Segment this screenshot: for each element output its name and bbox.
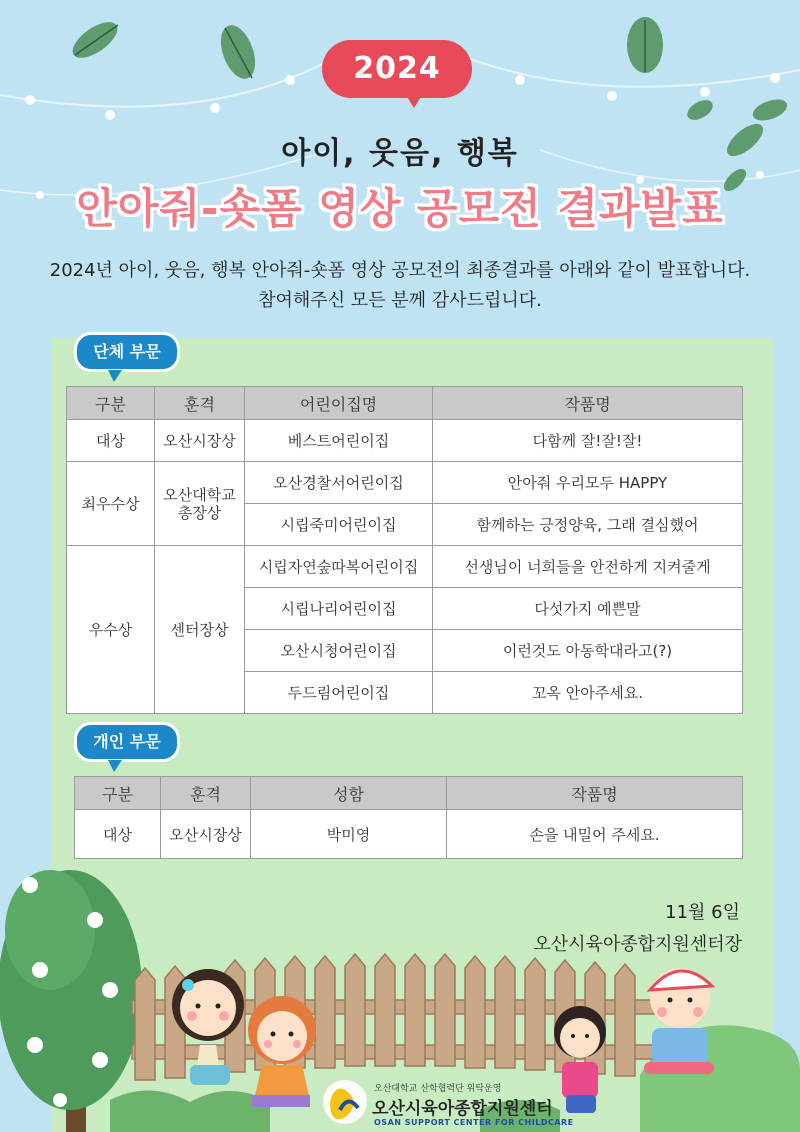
individual-section-tag: 개인 부문 xyxy=(74,722,180,762)
logo-subtitle: 오산대학교 산학협력단 위탁운영 xyxy=(374,1084,502,1094)
center-cell: 두드림어린이집 xyxy=(245,672,433,714)
header-name: 성함 xyxy=(251,777,447,810)
work-cell: 함께하는 긍정양육, 그래 결심했어 xyxy=(433,504,743,546)
badge-tail xyxy=(404,92,424,108)
year-badge: 2024 xyxy=(322,40,472,98)
center-cell: 오산경찰서어린이집 xyxy=(245,462,433,504)
category-cell: 대상 xyxy=(75,810,161,859)
intro-text xyxy=(0,256,800,316)
child-boy-icon xyxy=(248,996,316,1107)
name-cell: 박미영 xyxy=(251,810,447,859)
header-work: 작품명 xyxy=(433,387,743,420)
subtitle: 아이, 웃음, 행복 xyxy=(281,136,519,171)
group-section-tag: 단체 부문 xyxy=(74,332,180,372)
individual-tag-tail xyxy=(108,760,122,772)
work-cell: 선생님이 너희들을 안전하게 지켜줄게 xyxy=(433,546,743,588)
logo-name: 오산시육아종합지원센터 xyxy=(372,1099,553,1119)
table-header-row xyxy=(67,387,743,420)
work-cell: 안아줘 우리모두 HAPPY xyxy=(433,462,743,504)
work-cell: 다함께 잘!잘!잘! xyxy=(433,420,743,462)
award-cell: 오산시장상 xyxy=(155,420,245,462)
logo-english-name: OSAN SUPPORT CENTER FOR CHILDCARE xyxy=(374,1118,574,1127)
header-work: 작품명 xyxy=(447,777,743,810)
intro-line-1: 2024년 아이, 웃음, 행복 안아줘-숏폼 영상 공모전의 최종결과를 아래와 같이 발표합니다. xyxy=(49,260,751,281)
group-results-table xyxy=(66,386,743,714)
header-award: 훈격 xyxy=(161,777,251,810)
award-cell: 센터장상 xyxy=(155,546,245,714)
category-cell: 대상 xyxy=(67,420,155,462)
header-category: 구분 xyxy=(75,777,161,810)
header-award: 훈격 xyxy=(155,387,245,420)
work-cell: 꼬옥 안아주세요. xyxy=(433,672,743,714)
category-cell: 우수상 xyxy=(67,546,155,714)
group-tag-tail xyxy=(108,370,122,382)
award-cell: 오산대학교 총장상 xyxy=(155,462,245,546)
work-cell: 다섯가지 예쁜말 xyxy=(433,588,743,630)
center-cell: 베스트어린이집 xyxy=(245,420,433,462)
header-center: 어린이집명 xyxy=(245,387,433,420)
center-logo-icon xyxy=(323,1080,367,1124)
tree-icon xyxy=(0,870,142,1132)
child-cap-icon xyxy=(644,968,714,1074)
category-cell: 최우수상 xyxy=(67,462,155,546)
award-cell: 오산시장상 xyxy=(161,810,251,859)
header-category: 구분 xyxy=(67,387,155,420)
announcement-date: 11월 6일 xyxy=(665,902,740,923)
table-row xyxy=(67,420,743,462)
table-row xyxy=(67,462,743,504)
page-title: 안아줘-숏폼 영상 공모전 결과발표 xyxy=(76,184,724,233)
intro-line-2: 참여해주신 모든 분께 감사드립니다. xyxy=(258,290,542,311)
center-cell: 시립나리어린이집 xyxy=(245,588,433,630)
center-cell: 시립자연숲따복어린이집 xyxy=(245,546,433,588)
table-row xyxy=(67,546,743,588)
table-header-row xyxy=(75,777,743,810)
center-cell: 시립죽미어린이집 xyxy=(245,504,433,546)
center-cell: 오산시청어린이집 xyxy=(245,630,433,672)
work-cell: 이런것도 아동학대라고(?) xyxy=(433,630,743,672)
organization-signature: 오산시육아종합지원센터장 xyxy=(533,934,742,955)
work-cell: 손을 내밀어 주세요. xyxy=(447,810,743,859)
